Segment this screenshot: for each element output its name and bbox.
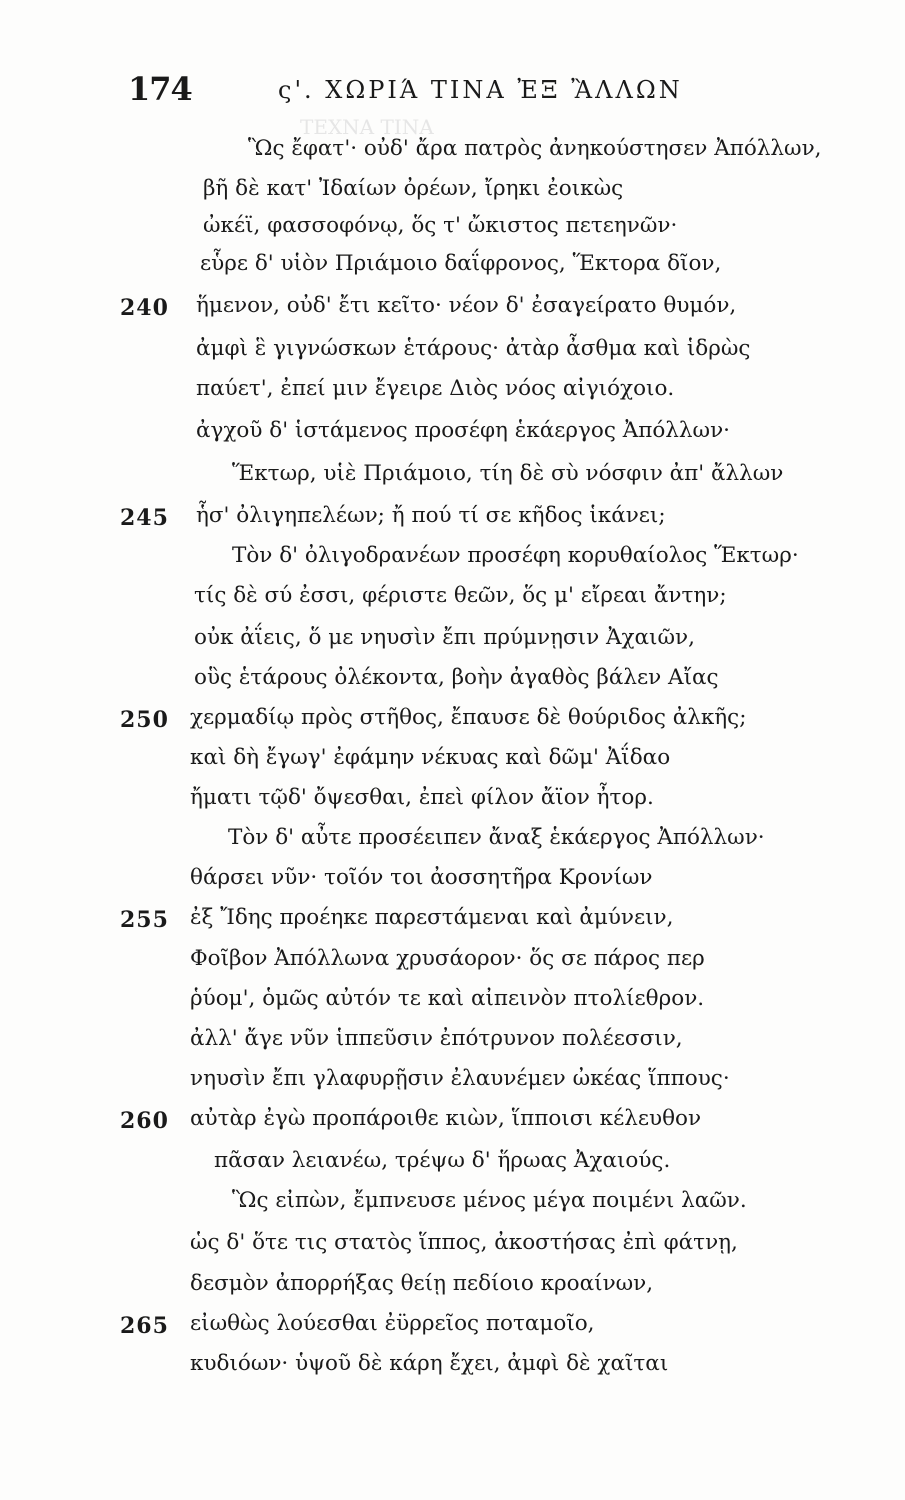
line-number: 250 xyxy=(120,707,169,733)
verse-line: αὐτὰρ ἐγὼ προπάροιθε κιὼν, ἵπποισι κέλευθον xyxy=(190,1106,702,1131)
verse-line: ἀγχοῦ δ' ἱστάμενος προσέφη ἑκάεργος Ἀπόλλων· xyxy=(196,418,730,443)
line-number: 255 xyxy=(120,907,169,933)
verse-line: κυδιόων· ὑψοῦ δὲ κάρη ἔχει, ἀμφὶ δὲ χαῖται xyxy=(190,1351,669,1376)
verse-line: θάρσει νῦν· τοῖόν τοι ἀοσσητῆρα Κρονίων xyxy=(190,865,653,890)
verse-line: εἰωθὼς λούεσθαι ἐϋρρεῖος ποταμοῖο, xyxy=(190,1311,595,1336)
verse-line: χερμαδίῳ πρὸς στῆθος, ἔπαυσε δὲ θούριδος ἀλκῆς; xyxy=(190,705,747,730)
verse-line: οὓς ἑτάρους ὀλέκοντα, βοὴν ἀγαθὸς βάλεν Αἴας xyxy=(194,665,719,690)
verse-line: τίς δὲ σύ ἐσσι, φέριστε θεῶν, ὅς μ' εἴρεαι ἄντην; xyxy=(194,583,727,608)
verse-line: ἀλλ' ἄγε νῦν ἱππεῦσιν ἐπότρυνον πολέεσσιν, xyxy=(190,1026,683,1051)
verse-line: Ἕκτωρ, υἱὲ Πριάμοιο, τίη δὲ σὺ νόσφιν ἀπ' ἄλλων xyxy=(232,461,784,486)
verse-line: ἧσ' ὀλιγηπελέων; ἤ πού τί σε κῆδος ἱκάνει; xyxy=(196,503,666,528)
verse-line: ἤματι τῷδ' ὄψεσθαι, ἐπεὶ φίλον ἄϊον ἦτορ. xyxy=(190,785,654,810)
verse-line: πᾶσαν λειανέω, τρέψω δ' ἥρωας Ἀχαιούς. xyxy=(214,1148,671,1173)
verse-line: δεσμὸν ἀπορρήξας θείῃ πεδίοιο κροαίνων, xyxy=(190,1271,654,1296)
bleed-through-text: ΤΕΧΝΑ ΤΙΝΑ xyxy=(300,115,434,139)
line-number: 265 xyxy=(120,1313,169,1339)
verse-line: ῥύομ', ὁμῶς αὐτόν τε καὶ αἰπεινὸν πτολίεθρον. xyxy=(190,986,705,1011)
page-number: 174 xyxy=(128,70,192,108)
line-number: 260 xyxy=(120,1108,169,1134)
verse-line: εὗρε δ' υἱὸν Πριάμοιο δαΐφρονος, Ἕκτορα δῖον, xyxy=(200,251,722,276)
verse-line: Τὸν δ' ὀλιγοδρανέων προσέφη κορυθαίολος Ἕκτωρ· xyxy=(232,543,799,568)
verse-line: βῆ δὲ κατ' Ἰδαίων ὀρέων, ἴρηκι ἐοικὼς xyxy=(203,176,624,201)
verse-line: Τὸν δ' αὖτε προσέειπεν ἄναξ ἑκάεργος Ἀπόλλων· xyxy=(228,825,765,850)
page-header xyxy=(128,70,688,120)
verse-line: Ὣς εἰπὼν, ἔμπνευσε μένος μέγα ποιμένι λαῶν. xyxy=(232,1188,747,1213)
verse-line: οὐκ ἀΐεις, ὅ με νηυσὶν ἔπι πρύμνῃσιν Ἀχαιῶν, xyxy=(194,625,695,650)
verse-line: ὡς δ' ὅτε τις στατὸς ἵππος, ἀκοστήσας ἐπὶ φάτνῃ, xyxy=(190,1230,738,1255)
verse-line: καὶ δὴ ἔγωγ' ἐφάμην νέκυας καὶ δῶμ' Ἀΐδαο xyxy=(190,745,671,770)
verse-line: ἐξ Ἴδης προέηκε παρεστάμεναι καὶ ἀμύνειν, xyxy=(190,905,674,930)
verse-line: παύετ', ἐπεί μιν ἔγειρε Διὸς νόος αἰγιόχοιο. xyxy=(196,376,675,401)
verse-line: ἀμφὶ ἓ γιγνώσκων ἑτάρους· ἀτὰρ ἆσθμα καὶ ἱδρὼς xyxy=(196,336,751,361)
line-number: 240 xyxy=(120,295,169,321)
verse-line: ὠκέϊ, φασσοφόνῳ, ὅς τ' ὤκιστος πετεηνῶν· xyxy=(203,213,678,238)
verse-line: Φοῖβον Ἀπόλλωνα χρυσάορον· ὅς σε πάρος περ xyxy=(190,946,705,971)
verse-line: ἥμενον, οὐδ' ἔτι κεῖτο· νέον δ' ἐσαγείρατο θυμόν, xyxy=(196,293,737,318)
line-number: 245 xyxy=(120,505,169,531)
verse-line: Ὣς ἔφατ'· οὐδ' ἄρα πατρὸς ἀνηκούστησεν Ἀπόλλων, xyxy=(248,136,822,161)
verse-line: νηυσὶν ἔπι γλαφυρῇσιν ἐλαυνέμεν ὠκέας ἵππους· xyxy=(190,1066,730,1091)
running-title: ς'. ΧΩΡΙΆ ΤΙΝΑ ἘΞ ἊΛΛΩΝ xyxy=(278,76,683,104)
